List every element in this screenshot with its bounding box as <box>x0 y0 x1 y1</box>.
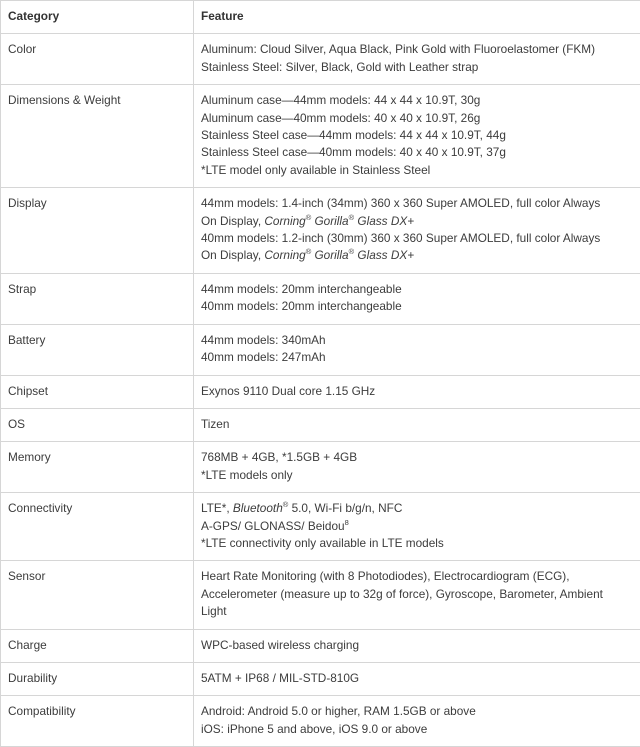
feature-text: On Display, <box>201 248 264 262</box>
feature-line <box>201 195 634 212</box>
feature-text: Aluminum: Cloud Silver, Aqua Black, Pink Gold with Fluoroelastomer (FKM) <box>201 42 595 56</box>
category-cell: Durability <box>1 662 194 695</box>
feature-line <box>201 59 634 76</box>
feature-text: Aluminum case—40mm models: 40 x 40 x 10.9T, 26g <box>201 111 480 125</box>
feature-text: Heart Rate Monitoring (with 8 Photodiodes), Electrocardiogram (ECG), <box>201 569 569 583</box>
feature-cell <box>194 442 640 493</box>
category-cell: Charge <box>1 629 194 662</box>
feature-line <box>201 298 634 315</box>
feature-text: Android: Android 5.0 or higher, RAM 1.5GB or above <box>201 704 476 718</box>
table-row <box>1 442 640 493</box>
superscript-mark: ® <box>306 247 312 256</box>
feature-cell <box>194 324 640 375</box>
category-cell: Dimensions & Weight <box>1 85 194 188</box>
feature-line <box>201 41 634 58</box>
feature-cell <box>194 188 640 274</box>
category-cell: Connectivity <box>1 493 194 561</box>
feature-text: 44mm models: 20mm interchangeable <box>201 282 402 296</box>
feature-text: Bluetooth <box>233 501 283 515</box>
feature-line <box>201 518 634 535</box>
category-cell: Chipset <box>1 375 194 408</box>
superscript-mark: ® <box>306 213 312 222</box>
table-row <box>1 324 640 375</box>
table-row <box>1 493 640 561</box>
feature-text: Stainless Steel case—40mm models: 40 x 40 x 10.9T, 37g <box>201 145 506 159</box>
feature-text: LTE*, <box>201 501 233 515</box>
table-body <box>1 34 640 747</box>
feature-line <box>201 281 634 298</box>
category-cell: Battery <box>1 324 194 375</box>
feature-line <box>201 332 634 349</box>
feature-line <box>201 110 634 127</box>
feature-text: *LTE model only available in Stainless Steel <box>201 163 430 177</box>
feature-text: Accelerometer (measure up to 32g of force), Gyroscope, Barometer, Ambient <box>201 587 603 601</box>
table-row <box>1 375 640 408</box>
feature-line <box>201 247 634 264</box>
table-row <box>1 273 640 324</box>
feature-line <box>201 467 634 484</box>
feature-text: 40mm models: 247mAh <box>201 350 326 364</box>
feature-cell <box>194 629 640 662</box>
table-row <box>1 85 640 188</box>
feature-line <box>201 230 634 247</box>
feature-line <box>201 586 634 603</box>
feature-text: On Display, <box>201 214 264 228</box>
feature-text: Corning <box>264 214 305 228</box>
table-row <box>1 629 640 662</box>
feature-cell <box>194 34 640 85</box>
feature-line <box>201 449 634 466</box>
header-row <box>1 1 640 34</box>
feature-line <box>201 535 634 552</box>
feature-cell <box>194 85 640 188</box>
feature-line <box>201 383 634 400</box>
feature-text: 44mm models: 340mAh <box>201 333 326 347</box>
feature-text: Glass DX+ <box>354 214 414 228</box>
superscript-mark: 8 <box>345 518 349 527</box>
feature-text: 5ATM + IP68 / MIL-STD-810G <box>201 671 359 685</box>
category-cell: Strap <box>1 273 194 324</box>
feature-line <box>201 162 634 179</box>
category-cell: Compatibility <box>1 696 194 747</box>
feature-cell <box>194 662 640 695</box>
table-row <box>1 34 640 85</box>
category-cell: Color <box>1 34 194 85</box>
superscript-mark: ® <box>283 500 289 509</box>
feature-header: Feature <box>194 1 640 34</box>
superscript-mark: ® <box>349 247 355 256</box>
feature-text: *LTE connectivity only available in LTE models <box>201 536 444 550</box>
feature-line <box>201 637 634 654</box>
category-cell: Sensor <box>1 561 194 629</box>
feature-line <box>201 603 634 620</box>
feature-line <box>201 213 634 230</box>
category-cell: Display <box>1 188 194 274</box>
table-row <box>1 662 640 695</box>
category-cell: OS <box>1 408 194 441</box>
feature-line <box>201 349 634 366</box>
feature-text: Aluminum case—44mm models: 44 x 44 x 10.9T, 30g <box>201 93 480 107</box>
feature-text: Stainless Steel: Silver, Black, Gold with Leather strap <box>201 60 478 74</box>
superscript-mark: ® <box>349 213 355 222</box>
feature-text: 5.0, Wi-Fi b/g/n, NFC <box>288 501 402 515</box>
feature-text: Corning <box>264 248 305 262</box>
feature-line <box>201 568 634 585</box>
feature-text: 40mm models: 20mm interchangeable <box>201 299 402 313</box>
table-row <box>1 408 640 441</box>
feature-text: A-GPS/ GLONASS/ Beidou <box>201 519 345 533</box>
feature-line <box>201 703 634 720</box>
feature-cell <box>194 696 640 747</box>
feature-text: Light <box>201 604 227 618</box>
feature-text: 40mm models: 1.2-inch (30mm) 360 x 360 Super AMOLED, full color Always <box>201 231 600 245</box>
feature-line <box>201 144 634 161</box>
feature-line <box>201 670 634 687</box>
feature-cell <box>194 273 640 324</box>
feature-text: Tizen <box>201 417 229 431</box>
feature-text: iOS: iPhone 5 and above, iOS 9.0 or above <box>201 722 427 736</box>
feature-line <box>201 127 634 144</box>
feature-text: Gorilla <box>311 214 348 228</box>
table-row <box>1 561 640 629</box>
feature-line <box>201 416 634 433</box>
feature-text: *LTE models only <box>201 468 293 482</box>
category-cell: Memory <box>1 442 194 493</box>
feature-text: Gorilla <box>311 248 348 262</box>
category-header: Category <box>1 1 194 34</box>
table-row <box>1 696 640 747</box>
feature-text: Glass DX+ <box>354 248 414 262</box>
table-row <box>1 188 640 274</box>
feature-cell <box>194 493 640 561</box>
feature-line <box>201 92 634 109</box>
feature-line <box>201 500 634 517</box>
feature-cell <box>194 408 640 441</box>
feature-text: Exynos 9110 Dual core 1.15 GHz <box>201 384 375 398</box>
feature-text: 768MB + 4GB, *1.5GB + 4GB <box>201 450 357 464</box>
feature-cell <box>194 375 640 408</box>
feature-text: WPC-based wireless charging <box>201 638 359 652</box>
feature-cell <box>194 561 640 629</box>
feature-text: Stainless Steel case—44mm models: 44 x 44 x 10.9T, 44g <box>201 128 506 142</box>
feature-text: 44mm models: 1.4-inch (34mm) 360 x 360 Super AMOLED, full color Always <box>201 196 600 210</box>
